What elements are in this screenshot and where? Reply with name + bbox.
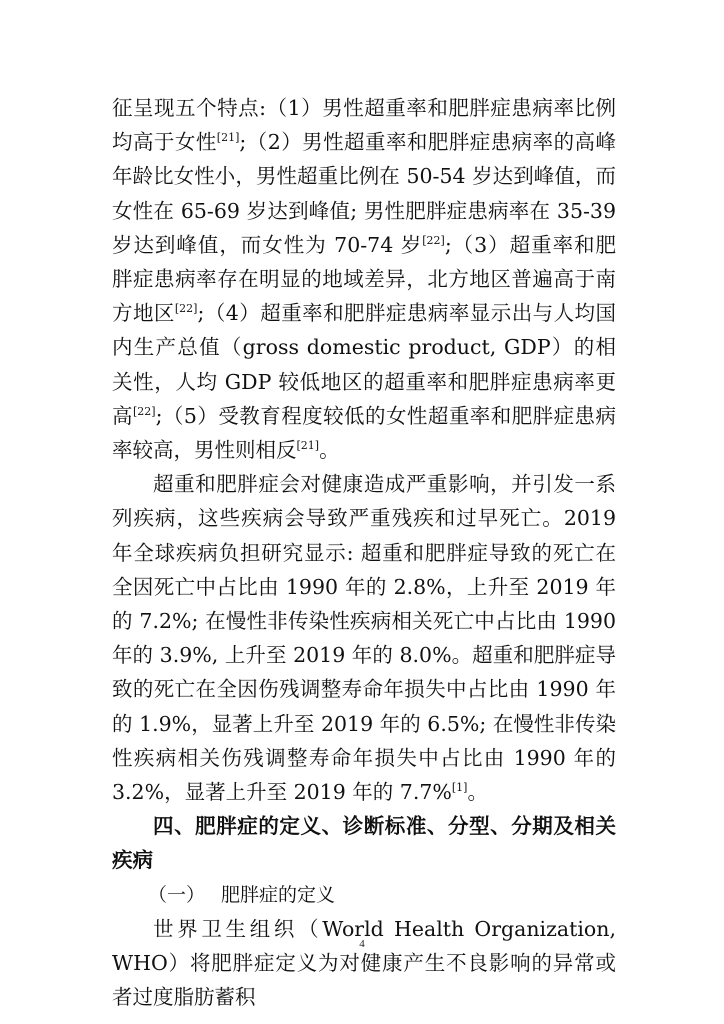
citation-ref: [21] — [296, 439, 320, 453]
paragraph-obesity-characteristics — [112, 91, 616, 467]
subsection-heading — [112, 878, 616, 912]
text-run: ;（5）受教育程度较低的女性超重率和肥胖症患病率较高，男性则相反 — [112, 403, 617, 463]
text-run: 。 — [467, 780, 488, 805]
text-run: ;（2）男性超重率和肥胖症患病率的高峰年龄比女性小，男性超重比例在 50-54 岁达到峰值，而女性在 65-69 岁达到峰值; 男性肥胖症患病率在 35-39 岁达到峰值，而女性为 70-74 岁 — [112, 130, 617, 257]
text-run: ;（3）超重率和肥胖症患病率存在明显的地域差异，北方地区普遍高于南方地区 — [112, 232, 616, 326]
citation-ref: [1] — [451, 781, 468, 795]
paragraph-who-definition: 世界卫生组织（World Health Organization, WHO）将肥胖症定义为对健康产生不良影响的异常或者过度脂肪蓄积 — [112, 916, 616, 1010]
text-run: 。 — [319, 438, 340, 463]
text-run: 超重和肥胖症会对健康造成严重影响，并引发一系列疾病，这些疾病会导致严重残疾和过早死亡。2019 年全球疾病负担研究显示: 超重和肥胖症导致的死亡在全因死亡中占比由 1990 年的 2.8%，上升至 2019 年的 7.2%; 在慢性非传染性疾病相关死亡中占比由 1990 年的 3.9%, 上升至 2019 年的 8.0%。超重和肥胖症导致的死亡在全因伤残调整寿命年损失中占比由 1990 年的 1.9%，显著上升至 2019 年的 6.5%; 在慢性非传染性疾病相关伤残调整寿命年损失中占比由 1990 年的 3.2%，显著上升至 2019 年的 7.7% — [112, 472, 616, 805]
citation-ref: [22] — [132, 405, 156, 418]
subsection-title: 肥胖症的定义 — [221, 883, 336, 906]
section-heading: 四、肥胖症的定义、诊断标准、分型、分期及相关疾病 — [112, 814, 616, 873]
text-run: 征呈现五个特点:（1）男性超重率和肥胖症患病率比例均高于女性 — [112, 96, 616, 155]
paragraph-health-impact — [112, 467, 616, 809]
citation-ref: [22] — [174, 302, 198, 316]
citation-ref: [22] — [422, 233, 445, 247]
citation-ref: [21] — [216, 131, 240, 145]
page-number: 4 — [359, 938, 365, 950]
document-page — [112, 91, 616, 1014]
subsection-number: （一） — [148, 883, 206, 906]
text-run: ;（4）超重率和肥胖症患病率显示出与人均国内生产总值（gross domestic product, GDP）的相关性，人均 GDP 较低地区的超重率和肥胖症患病率更高 — [112, 301, 617, 428]
